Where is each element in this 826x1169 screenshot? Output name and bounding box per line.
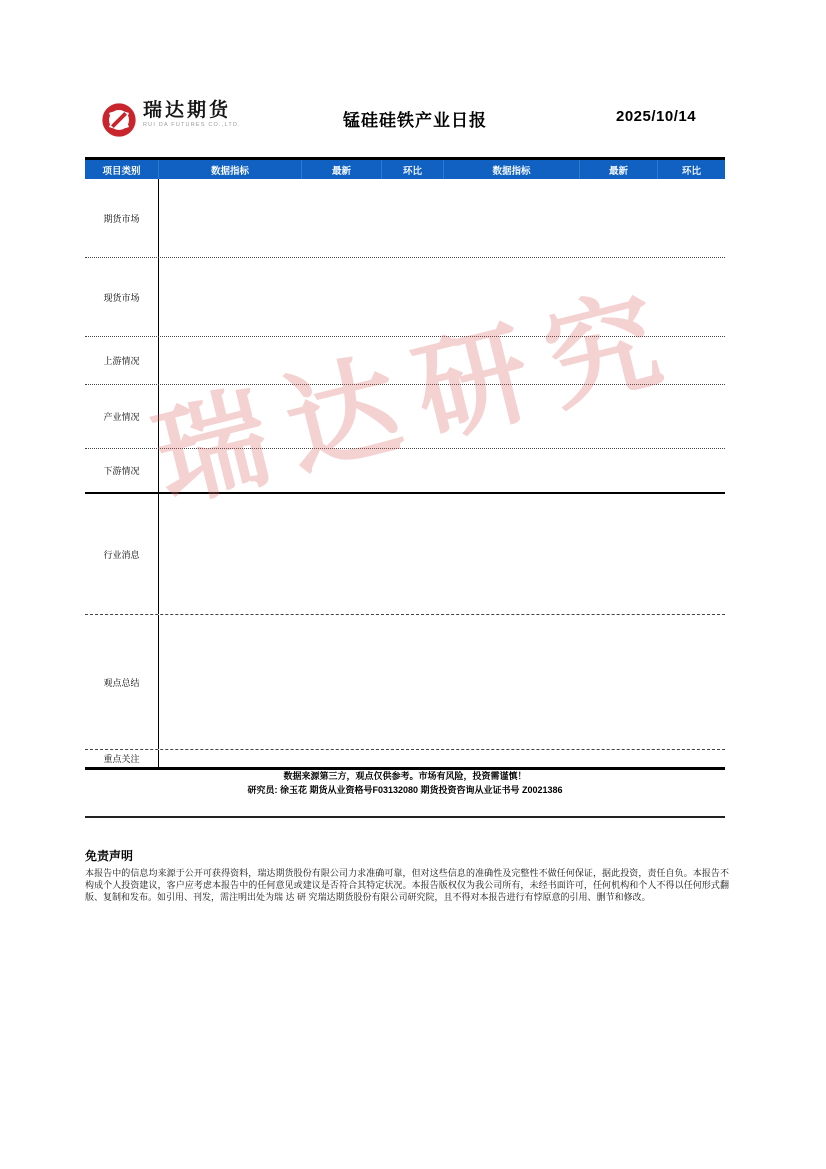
category-cell: 下游情况 <box>85 449 159 492</box>
header-cell-category: 项目类别 <box>85 160 159 179</box>
table-section <box>85 258 725 337</box>
brand <box>100 101 241 139</box>
category-cell: 现货市场 <box>85 258 159 336</box>
section-divider-line <box>85 816 725 818</box>
brand-subtitle: RUI DA FUTURES CO.,LTD. <box>143 122 241 128</box>
header-cell-indicator-right: 数据指标 <box>444 160 580 179</box>
table-section <box>85 494 725 615</box>
watermark-stamp: 瑞达研究 <box>143 271 694 523</box>
table-header <box>85 160 725 179</box>
table-section <box>85 615 725 750</box>
header-cell-change-left: 环比 <box>382 160 444 179</box>
header-cell-latest-right: 最新 <box>580 160 658 179</box>
category-cell: 观点总结 <box>85 615 159 749</box>
report-table <box>85 157 725 770</box>
category-cell: 上游情况 <box>85 337 159 384</box>
category-cell: 产业情况 <box>85 385 159 448</box>
category-cell: 行业消息 <box>85 494 159 614</box>
footer-researcher-line: 研究员: 徐玉花 期货从业资格号F03132080 期货投资咨询从业证书号 Z0021386 <box>247 784 563 795</box>
disclaimer-body: 本报告中的信息均来源于公开可获得资料，瑞达期货股份有限公司力求准确可靠，但对这些信息的准确性及完整性不做任何保证，据此投资，责任自负。本报告不构成个人投资建议，客户应考虑本报告中的任何意见或建议是否符合其特定状况。本报告版权仅为我公司所有，未经书面许可，任何机构和个人不得以任何形式翻版、复制和发布。如引用、刊发，需注明出处为瑞 达 研 究瑞达期货股份有限公司研究院，且不得对本报告进行有悖原意的引用、删节和修改。 <box>85 868 729 902</box>
table-section <box>85 385 725 449</box>
ruida-logo-icon <box>100 101 138 139</box>
disclaimer-heading: 免责声明 <box>85 849 134 863</box>
report-date: 2025/10/14 <box>616 108 697 125</box>
header-cell-change-right: 环比 <box>681 165 701 177</box>
category-cell: 重点关注 <box>85 750 159 767</box>
table-section <box>85 337 725 385</box>
header-cell-latest-left: 最新 <box>302 160 382 179</box>
report-footer <box>85 770 725 797</box>
table-section <box>85 179 725 258</box>
table-section <box>85 750 725 767</box>
footer-disclaimer-line: 数据来源第三方，观点仅供参考。市场有风险，投资需谨慎！ <box>283 771 527 781</box>
disclaimer-section <box>85 847 729 903</box>
table-section <box>85 449 725 494</box>
brand-name: 瑞达期货 <box>143 100 232 121</box>
category-cell: 期货市场 <box>85 179 159 257</box>
header-cell-indicator-left: 数据指标 <box>159 160 302 179</box>
page-title: 锰硅硅铁产业日报 <box>343 111 487 130</box>
table-sections <box>85 179 725 767</box>
